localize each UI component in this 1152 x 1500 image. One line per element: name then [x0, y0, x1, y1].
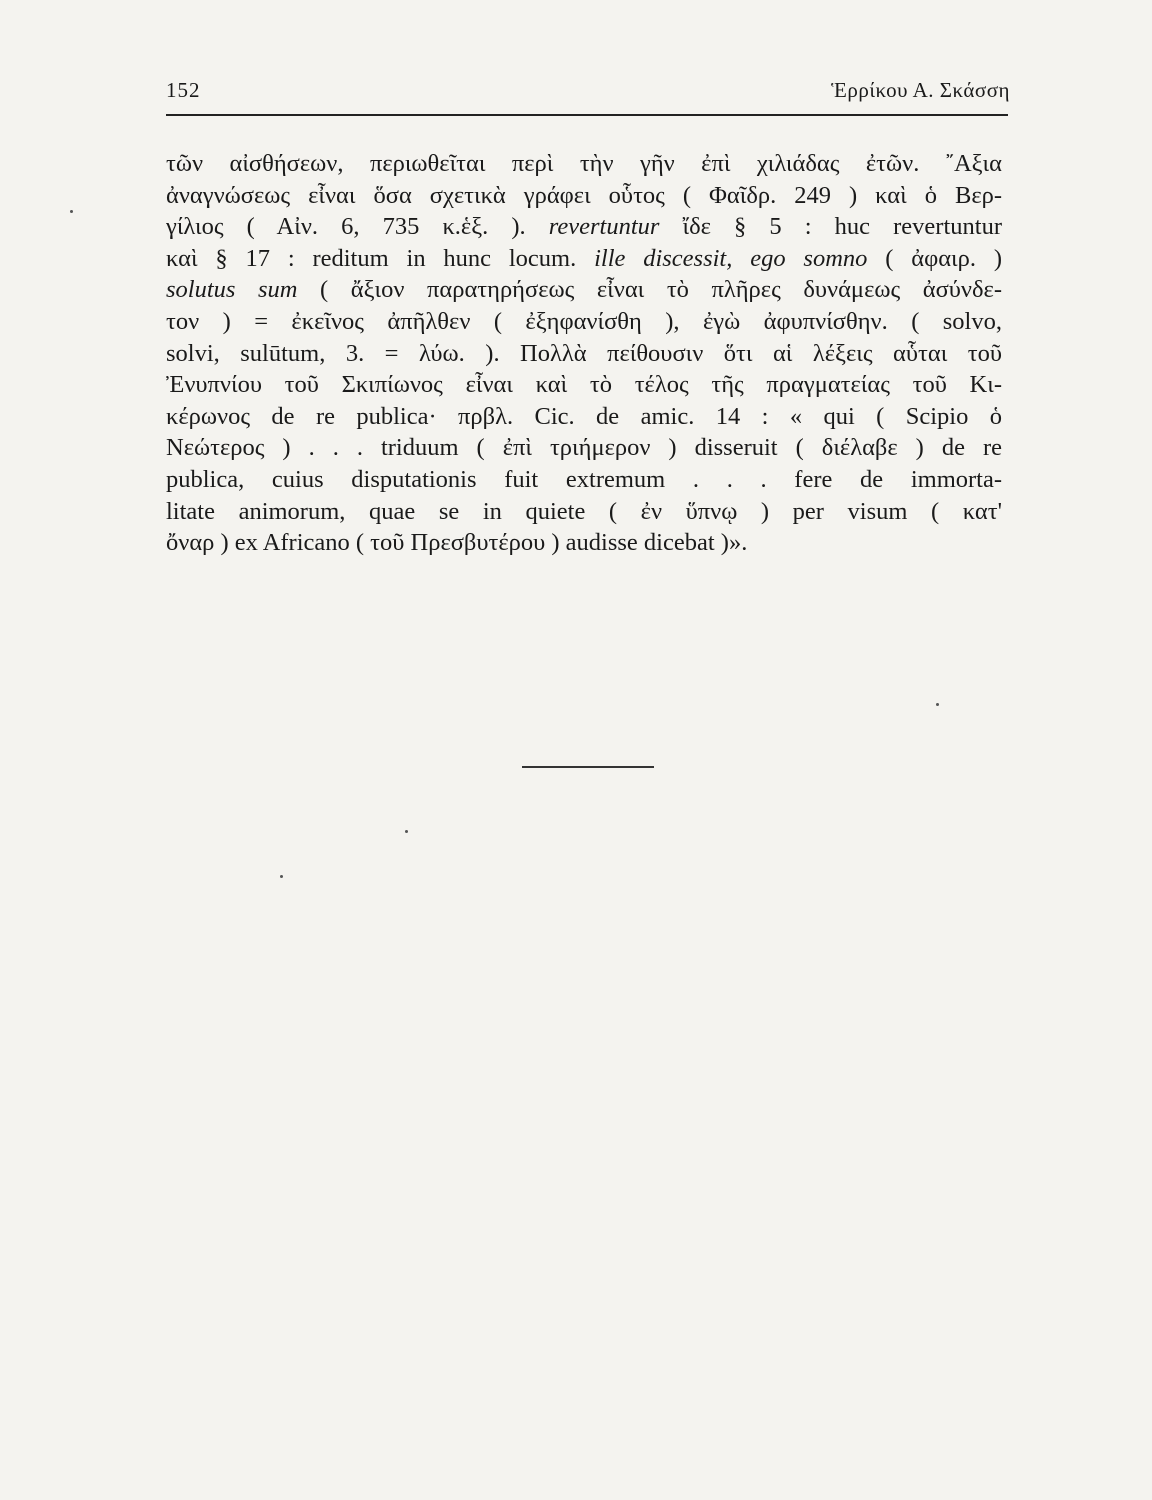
text-segment: ἴδε § 5 : huc revertuntur [659, 213, 1002, 241]
text-line [166, 464, 1002, 496]
text-line [166, 432, 1002, 464]
text-line [166, 180, 1002, 212]
text-segment: Νεώτερος ) . . . triduum ( ἐπὶ τριήμερον ) disseruit ( διέλαβε ) de re [166, 434, 1002, 462]
text-segment: ( ἀφαιρ. ) [867, 244, 1002, 272]
scan-speck [936, 703, 939, 706]
text-line [166, 274, 1002, 306]
italic-latin-phrase: revertuntur [548, 213, 660, 241]
section-end-rule [522, 766, 654, 768]
text-line [166, 306, 1002, 338]
text-segment: τῶν αἰσθήσεων, περιωθεῖται περὶ τὴν γῆν ἐπὶ χιλιάδας ἐτῶν. ῎Αξια [166, 150, 1002, 177]
text-segment: καὶ § 17 : reditum in hunc locum. [166, 244, 595, 272]
scan-speck [70, 210, 73, 213]
header-rule [166, 114, 1008, 116]
text-line [166, 211, 1002, 243]
body-paragraph [166, 148, 1002, 559]
italic-latin-phrase: ille discessit, ego somno [594, 244, 868, 272]
text-segment: γίλιος ( Αἰν. 6, 735 κ.ἑξ. ). [166, 213, 549, 241]
text-line [166, 148, 1002, 180]
italic-latin-phrase: solutus sum [166, 276, 298, 304]
running-title: Ἑρρίκου Α. Σκάσση [831, 78, 1010, 102]
text-line [166, 527, 1002, 559]
text-line [166, 338, 1002, 370]
text-segment: publica, cuius disputationis fuit extremum . . . fere de immorta- [166, 465, 1002, 493]
page-header [166, 78, 1010, 118]
text-segment: ἀναγνώσεως εἶναι ὅσα σχετικὰ γράφει οὗτος ( Φαῖδρ. 249 ) καὶ ὁ Βερ- [166, 181, 1002, 209]
text-segment: Ἐνυπνίου τοῦ Σκιπίωνος εἶναι καὶ τὸ τέλος τῆς πραγματείας τοῦ Κι- [166, 371, 1002, 399]
text-segment: τον ) = ἐκεῖνος ἀπῆλθεν ( ἐξηφανίσθη ), ἐγὼ ἀφυπνίσθην. ( solvo, [166, 307, 1002, 335]
text-line [166, 369, 1002, 401]
page-number: 152 [166, 78, 201, 102]
text-segment: ὄναρ ) ex Africano ( τοῦ Πρεσβυτέρου ) audisse dicebat )». [166, 529, 748, 557]
text-line [166, 496, 1002, 528]
text-segment: ( ἄξιον παρατηρήσεως εἶναι τὸ πλῆρες δυνάμεως ἀσύνδε- [297, 276, 1002, 304]
text-line [166, 401, 1002, 433]
text-segment: solvi, sulūtum, 3. = λύω. ). Πολλὰ πείθουσιν ὅτι αἱ λέξεις αὗται τοῦ [166, 339, 1002, 367]
text-segment: litate animorum, quae se in quiete ( ἐν ὕπνῳ ) per visum ( κατ' [166, 497, 1002, 525]
scan-speck [405, 830, 408, 833]
scan-speck [280, 875, 283, 878]
text-line [166, 243, 1002, 275]
text-segment: κέρωνος de re publica· πρβλ. Cic. de amic. 14 : « qui ( Scipio ὁ [166, 402, 1002, 430]
